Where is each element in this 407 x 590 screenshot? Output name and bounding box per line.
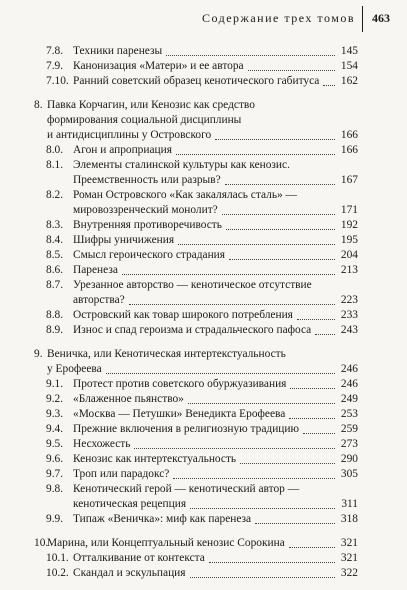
toc-entry-title: Канонизация «Матери» и ее автора [73,60,244,72]
toc-entry-title: Несхожесть [73,438,131,450]
toc-page-number: 249 [340,393,358,405]
toc-page-number: 273 [340,438,358,450]
dot-leader [240,463,335,464]
dot-leader [122,274,335,275]
dot-leader [190,577,335,578]
dot-leader [178,244,335,245]
toc-entry-title: «Блаженное пьянство» [73,393,184,405]
toc-section-entry[interactable] [34,44,358,59]
toc-section-entry[interactable] [34,308,358,323]
toc-page-number: 305 [340,468,358,480]
toc-section-entry[interactable] [34,278,358,308]
toc-section-entry[interactable] [34,143,358,158]
toc-entry-number: 8.4. [46,234,64,246]
toc-section-entry[interactable] [34,437,358,452]
toc-entry-number: 8.5. [46,249,64,261]
toc-page-number: 167 [340,174,358,186]
toc-entry-title: Износ и спад героизма и страдальческого пафоса [73,324,312,336]
dot-leader [226,229,335,230]
toc-page-number: 233 [340,309,358,321]
toc-line [34,323,358,338]
toc-page-number: 259 [340,423,358,435]
toc-section-entry[interactable] [34,566,358,581]
toc-entry-title: Элементы сталинской культуры как кенозис. [73,159,290,171]
toc-page-number: 223 [340,294,358,306]
toc-page-number: 311 [341,498,358,510]
toc-section-entry[interactable] [34,452,358,467]
toc-section-entry[interactable] [34,407,358,422]
toc-line [34,512,358,527]
dot-leader [129,304,335,305]
toc-line [34,422,358,437]
toc-entry-number: 8.2. [46,189,64,201]
toc-page-number: 195 [340,234,358,246]
toc-section-entry[interactable] [34,551,358,566]
toc-entry-number: 9.4. [46,423,64,435]
toc-entry-title: Протест против советского обуржуазивания [73,378,287,390]
toc-line [34,566,358,581]
dot-leader [289,418,335,419]
toc-entry-title: Скандал и эскульпация [73,567,186,579]
page-number: 463 [372,11,390,25]
toc-line [34,536,358,551]
toc-section-entry[interactable] [34,218,358,233]
dot-leader [166,55,335,56]
toc-chapter-entry[interactable] [34,347,358,377]
toc-line [34,497,358,512]
toc-entry-number: 10.2. [46,567,69,579]
toc-entry-title: Отталкивание от контекста [73,552,205,564]
toc-entry-number: 7.10. [46,75,69,87]
toc-entry-title: Веничка, или Кенотическая интертекстуальность [47,348,286,360]
running-header-title: Содержание трех томов [201,11,355,25]
toc-page-number: 246 [340,378,358,390]
toc-entry-title: Кенотический герой — кенотический автор — [73,483,300,495]
toc-section-entry[interactable] [34,377,358,392]
toc-line [34,98,358,113]
toc-entry-title: Островский как товар широкого потребления [73,309,293,321]
toc-page-number: 253 [340,408,358,420]
dot-leader [188,403,335,404]
toc-page-number: 213 [340,264,358,276]
toc-entry-title: формирования социальной дисциплины [47,114,242,126]
toc-entry-number: 8.7. [46,279,64,291]
toc-page-number: 204 [340,249,358,261]
dot-leader [229,259,335,260]
toc-line [34,551,358,566]
toc-line [34,278,358,293]
toc-line [34,74,358,89]
toc-section-entry[interactable] [34,233,358,248]
toc-line [34,452,358,467]
toc-entry-title: и антидисциплины у Островского [47,129,212,141]
toc-entry-number: 8.8. [46,309,64,321]
toc-entry-number: 8.0. [46,144,64,156]
toc-line [34,263,358,278]
toc-entry-title: Преемственность или разрыв? [73,174,221,186]
dot-leader [222,214,335,215]
toc-page-number: 321 [340,537,358,549]
toc-page-number: 162 [340,75,358,87]
dot-leader [106,373,335,374]
toc-entry-number: 9.7. [46,468,64,480]
toc-entry-title: Марина, или Концептуальный кенозис Сорокина [47,537,285,549]
toc-line [34,113,358,128]
toc-entry-title: Урезанное авторство — кенотическое отсутствие [73,279,312,291]
toc-entry-title: Ранний советский образец кенотического габитуса [73,75,320,87]
toc-line [34,407,358,422]
toc-entry-title: Троп или парадокс? [73,468,170,480]
dot-leader [225,184,335,185]
toc-entry-number: 7.8. [46,45,64,57]
toc-line [34,233,358,248]
dot-leader [289,547,335,548]
toc-entry-number: 9. [34,348,43,360]
toc-section-entry[interactable] [34,467,358,482]
toc-section-entry[interactable] [34,323,358,338]
toc-entry-number: 9.5. [46,438,64,450]
toc-entry-number: 9.2. [46,393,64,405]
dot-leader [323,85,335,86]
dot-leader [255,523,335,524]
toc-section-entry[interactable] [34,248,358,263]
toc-section-entry[interactable] [34,188,358,218]
toc-page-number: 192 [340,219,358,231]
toc-line [34,44,358,59]
header-divider [362,6,363,32]
toc-line [34,173,358,188]
toc-section-entry[interactable] [34,74,358,89]
toc-page-number: 171 [340,204,358,216]
dot-leader [190,508,335,509]
section-gap [34,338,358,347]
toc-page-number: 246 [340,363,358,375]
toc-entry-number: 8.6. [46,264,64,276]
toc-entry-number: 8.9. [46,324,64,336]
dot-leader [209,562,335,563]
toc-line [34,248,358,263]
section-gap [34,527,358,536]
toc-section-entry[interactable] [34,158,358,188]
toc-entry-title: Роман Островского «Как закалялась сталь» — [73,189,297,201]
toc-page-number: 243 [340,324,358,336]
dot-leader [215,139,335,140]
toc-line [34,59,358,74]
toc-section-entry[interactable] [34,512,358,527]
toc-entry-title: «Москва — Петушки» Венедикта Ерофеева [73,408,286,420]
running-header [0,6,407,30]
toc-entry-number: 10.1. [46,552,69,564]
toc-entry-number: 9.9. [46,513,64,525]
section-gap [34,89,358,98]
toc-entry-number: 9.8. [46,483,64,495]
toc-section-entry[interactable] [34,263,358,278]
toc-line [34,467,358,482]
toc-entry-number: 9.6. [46,453,64,465]
toc-line [34,362,358,377]
toc-entry-number: 7.9. [46,60,64,72]
toc-entry-title: Паренеза [73,264,118,276]
toc-entry-title: кенотическая рецепция [73,498,187,510]
toc-page-number: 322 [340,567,358,579]
table-of-contents [34,44,358,581]
toc-section-entry[interactable] [34,482,358,512]
toc-line [34,128,358,143]
toc-page-number: 321 [340,552,358,564]
toc-page-number: 154 [340,60,358,72]
toc-line [34,218,358,233]
toc-entry-title: Смысл героического страдания [73,249,226,261]
toc-line [34,437,358,452]
toc-entry-title: мировоззренческий монолит? [73,204,218,216]
toc-entry-number: 9.1. [46,378,64,390]
toc-line [34,392,358,407]
dot-leader [297,319,335,320]
toc-entry-title: Шифры уничижения [73,234,175,246]
toc-entry-title: Агон и апроприация [73,144,172,156]
toc-entry-title: Техники паренезы [73,45,163,57]
toc-section-entry[interactable] [34,59,358,74]
toc-line [34,308,358,323]
toc-section-entry[interactable] [34,392,358,407]
toc-line [34,377,358,392]
toc-line [34,158,358,173]
toc-line [34,293,358,308]
dot-leader [315,334,335,335]
toc-page-number: 166 [340,129,358,141]
toc-entry-number: 8. [34,99,43,111]
toc-entry-number: 8.1. [46,159,64,171]
toc-entry-title: у Ерофеева [47,363,102,375]
toc-entry-title: Павка Корчагин, или Кенозис как средство [47,99,255,111]
toc-line [34,482,358,497]
dot-leader [248,70,335,71]
toc-entry-number: 10. [34,537,49,549]
toc-line [34,203,358,218]
toc-entry-title: Внутренняя противоречивость [73,219,222,231]
toc-chapter-entry[interactable] [34,536,358,551]
toc-page-number: 290 [340,453,358,465]
toc-entry-title: Прежние включения в религиозную традицию [73,423,300,435]
dot-leader [134,448,335,449]
dot-leader [303,433,335,434]
toc-line [34,143,358,158]
toc-line [34,188,358,203]
dot-leader [176,154,335,155]
toc-page-number: 318 [340,513,358,525]
toc-entry-title: Кенозис как интертекстуальность [73,453,237,465]
toc-section-entry[interactable] [34,422,358,437]
toc-page-number: 166 [340,144,358,156]
toc-chapter-entry[interactable] [34,98,358,143]
dot-leader [290,388,335,389]
toc-line [34,347,358,362]
toc-entry-title: авторства? [73,294,125,306]
dot-leader [173,478,335,479]
toc-page-number: 145 [340,45,358,57]
toc-entry-number: 9.3. [46,408,64,420]
toc-entry-number: 8.3. [46,219,64,231]
toc-entry-title: Типаж «Веничка»: миф как паренеза [73,513,252,525]
